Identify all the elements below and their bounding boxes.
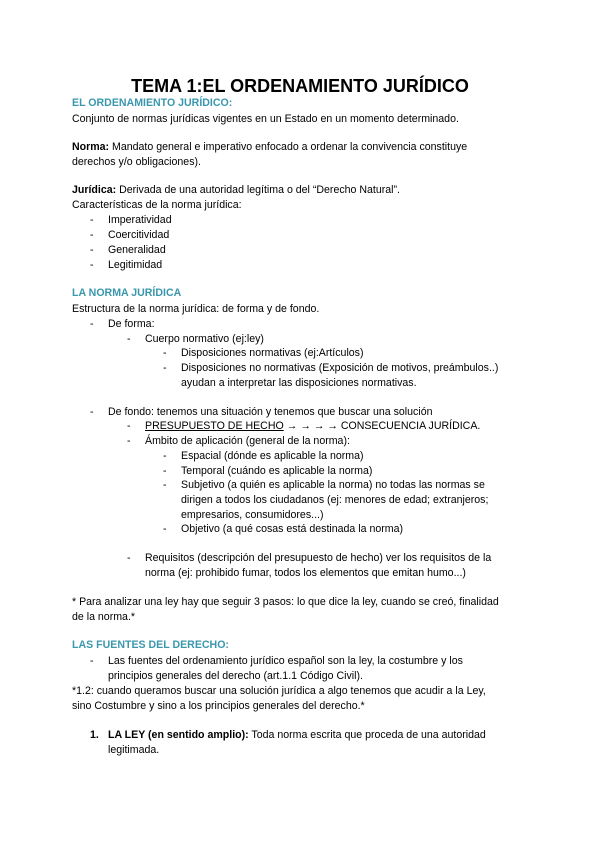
espacial-text: Espacial (dónde es aplicable la norma) [181, 450, 364, 462]
list-number: 1. [90, 729, 99, 741]
list-item: - [90, 259, 94, 271]
list-item: Generalidad [108, 244, 166, 256]
note-text: * Para analizar una ley hay que seguir 3 pasos: lo que dice la ley, cuando se creó, finalidad [72, 596, 499, 608]
presupuesto-line [145, 419, 480, 434]
list-item: Imperatividad [108, 214, 172, 226]
list-item: - [90, 655, 94, 667]
subjetivo-text-cont: dirigen a todos los ciudadanos (ej: menores de edad; extranjeros; [181, 494, 489, 506]
objetivo-text: Objetivo (a qué cosas está destinada la norma) [181, 523, 404, 535]
temporal-text: Temporal (cuándo es aplicable la norma) [181, 465, 373, 477]
list-item: - [163, 465, 167, 477]
presupuesto-text: PRESUPUESTO DE HECHO [145, 420, 284, 432]
ley-text: Toda norma escrita que proceda de una autoridad [248, 729, 486, 741]
subjetivo-text: Subjetivo (a quién es aplicable la norma) no todas las normas se [181, 479, 485, 491]
ley-paragraph [108, 728, 486, 743]
list-item: - [127, 333, 131, 345]
de-fondo-text: De fondo: tenemos una situación y tenemos que buscar una solución [108, 406, 433, 418]
list-item: - [163, 479, 167, 491]
de-forma-text: De forma: [108, 318, 155, 330]
disp1-text: Disposiciones normativas (ej:Artículos) [181, 347, 364, 359]
juridica-paragraph [72, 183, 400, 198]
section-heading-fuentes: LAS FUENTES DEL DERECHO: [72, 639, 229, 651]
list-item: - [163, 347, 167, 359]
list-item: - [163, 450, 167, 462]
ambito-text: Ámbito de aplicación (general de la norma): [145, 435, 350, 447]
fuentes-text-cont: principios generales del derecho (art.1.1 Código Civil). [108, 670, 363, 682]
list-item: - [163, 523, 167, 535]
fuentes-text: Las fuentes del ordenamiento jurídico español son la ley, la costumbre y los [108, 655, 463, 667]
estructura-text: Estructura de la norma jurídica: de forma y de fondo. [72, 303, 320, 315]
norma-label: Norma: [72, 141, 110, 153]
cuerpo-text: Cuerpo normativo (ej:ley) [145, 333, 264, 345]
list-item: - [127, 552, 131, 564]
list-item: Coercitividad [108, 229, 170, 241]
list-item: - [90, 214, 94, 226]
juridica-text: Derivada de una autoridad legítima o del “Derecho Natural”. [116, 184, 400, 196]
list-item: - [90, 229, 94, 241]
note-text-cont: de la norma.* [72, 611, 136, 623]
juridica-label: Jurídica: [72, 184, 117, 196]
norma-text-cont: derechos y/o obligaciones). [72, 156, 201, 168]
list-item: - [163, 362, 167, 374]
section-heading-ordenamiento: EL ORDENAMIENTO JURÍDICO: [72, 97, 233, 109]
list-item: - [127, 420, 131, 432]
caracteristicas-text: Características de la norma jurídica: [72, 199, 242, 211]
ley-text-cont: legitimada. [108, 744, 160, 756]
section-heading-norma: LA NORMA JURÍDICA [72, 287, 182, 299]
list-item: - [127, 435, 131, 447]
page-title: TEMA 1:EL ORDENAMIENTO JURÍDICO [131, 76, 469, 96]
arrows-text: → → → → CONSECUENCIA JURÍDICA. [283, 420, 481, 432]
norma-text: Mandato general e imperativo enfocado a ordenar la convivencia constituye [109, 141, 468, 153]
list-item: - [90, 406, 94, 418]
definition-text: Conjunto de normas jurídicas vigentes en un Estado en un momento determinado. [72, 113, 459, 125]
subjetivo-text-cont2: empresarios, consumidores...) [181, 509, 324, 521]
fuentes-note: *1.2: cuando queramos buscar una solución jurídica a algo tenemos que acudir a la Ley, [72, 685, 486, 697]
list-item: Legitimidad [108, 259, 163, 271]
list-item: - [90, 318, 94, 330]
requisitos-text: Requisitos (descripción del presupuesto de hecho) ver los requisitos de la [145, 552, 492, 564]
fuentes-note-cont: sino Costumbre y sino a los principios generales del derecho.* [72, 700, 365, 712]
disp2-text-cont: ayudan a interpretar las disposiciones normativas. [181, 377, 417, 389]
list-item: - [90, 244, 94, 256]
requisitos-text-cont: norma (ej: prohibido fumar, todos los elementos que emitan humo...) [145, 567, 466, 579]
disp2-text: Disposiciones no normativas (Exposición de motivos, preámbulos..) [181, 362, 499, 374]
ley-label: LA LEY (en sentido amplio): [108, 729, 249, 741]
norma-paragraph [72, 140, 467, 155]
